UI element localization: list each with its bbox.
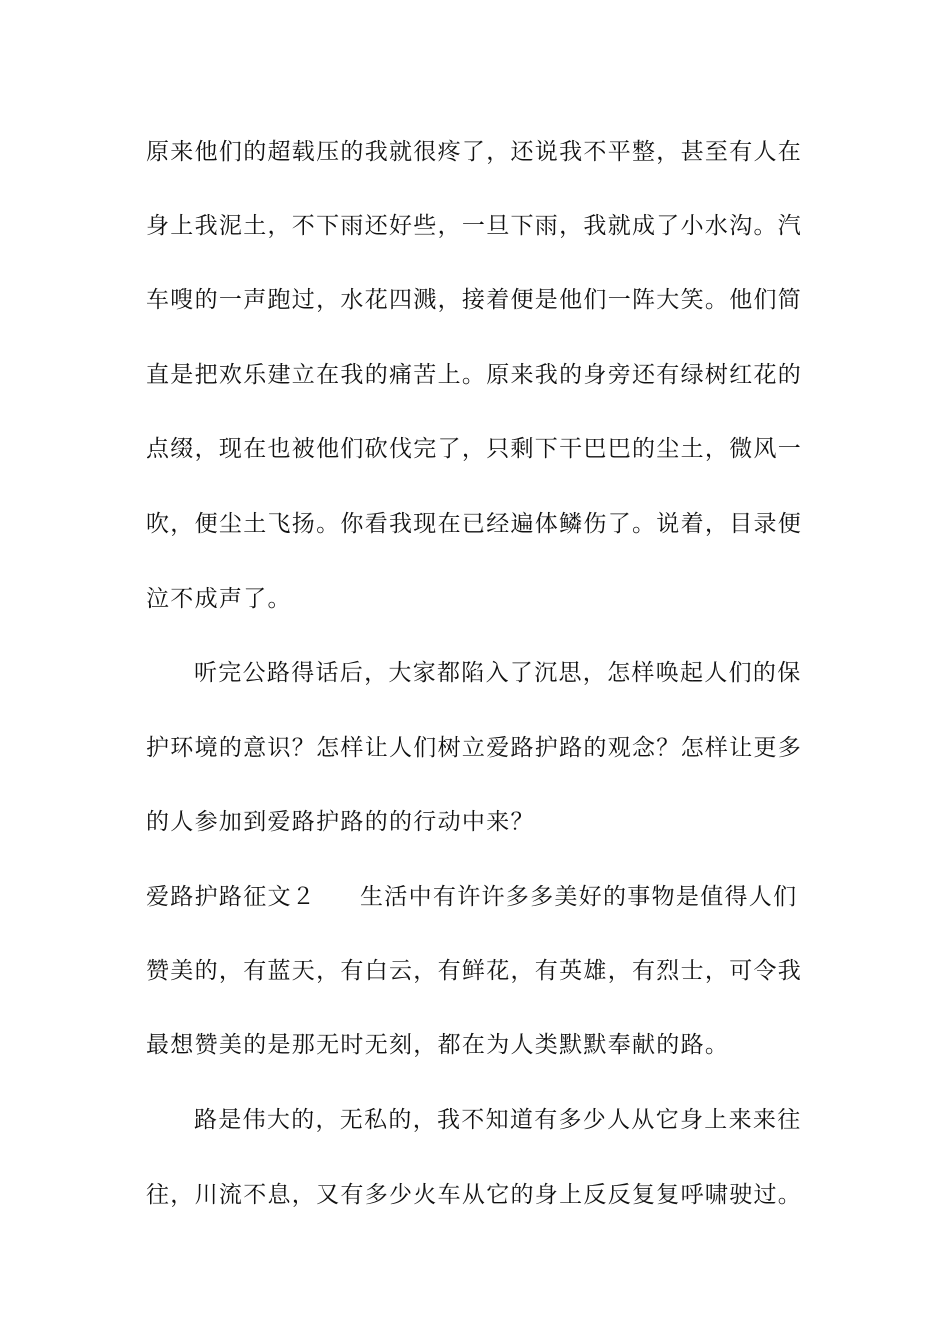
- paragraph-1-line-3: 车嗖的一声跑过，水花四溅，接着便是他们一阵大笑。他们简: [146, 287, 803, 313]
- paragraph-2-line-1: 听完公路得话后，大家都陷入了沉思，怎样唤起人们的保: [194, 660, 802, 686]
- paragraph-1-line-5: 点缀，现在也被他们砍伐完了，只剩下干巴巴的尘土，微风一: [146, 436, 803, 462]
- paragraph-2-line-3: 的人参加到爱路护路的的行动中来？: [146, 809, 535, 835]
- paragraph-1-line-4: 直是把欢乐建立在我的痛苦上。原来我的身旁还有绿树红花的: [146, 362, 803, 388]
- paragraph-1-line-2: 身上我泥土，不下雨还好些，一旦下雨，我就成了小水沟。汽: [146, 213, 803, 239]
- section-heading-text: 生活中有许许多多美好的事物是值得人们: [360, 884, 798, 910]
- paragraph-1-line-7: 泣不成声了。: [146, 586, 292, 612]
- section-heading-label: 爱路护路征文２: [146, 884, 317, 910]
- paragraph-3-line-3: 最想赞美的是那无时无刻，都在为人类默默奉献的路。: [146, 1032, 730, 1058]
- paragraph-4-line-1: 路是伟大的，无私的，我不知道有多少人从它身上来来往: [194, 1107, 802, 1133]
- paragraph-1-line-6: 吹，便尘土飞扬。你看我现在已经遍体鳞伤了。说着，目录便: [146, 511, 803, 537]
- paragraph-4-line-2: 往，川流不息，又有多少火车从它的身上反反复复呼啸驶过。: [146, 1182, 803, 1208]
- paragraph-2-line-2: 护环境的意识？怎样让人们树立爱路护路的观念？怎样让更多: [146, 735, 803, 761]
- paragraph-1-line-1: 原来他们的超载压的我就很疼了，还说我不平整，甚至有人在: [146, 139, 803, 165]
- paragraph-3-line-2: 赞美的，有蓝天，有白云，有鲜花，有英雄，有烈士，可令我: [146, 958, 803, 984]
